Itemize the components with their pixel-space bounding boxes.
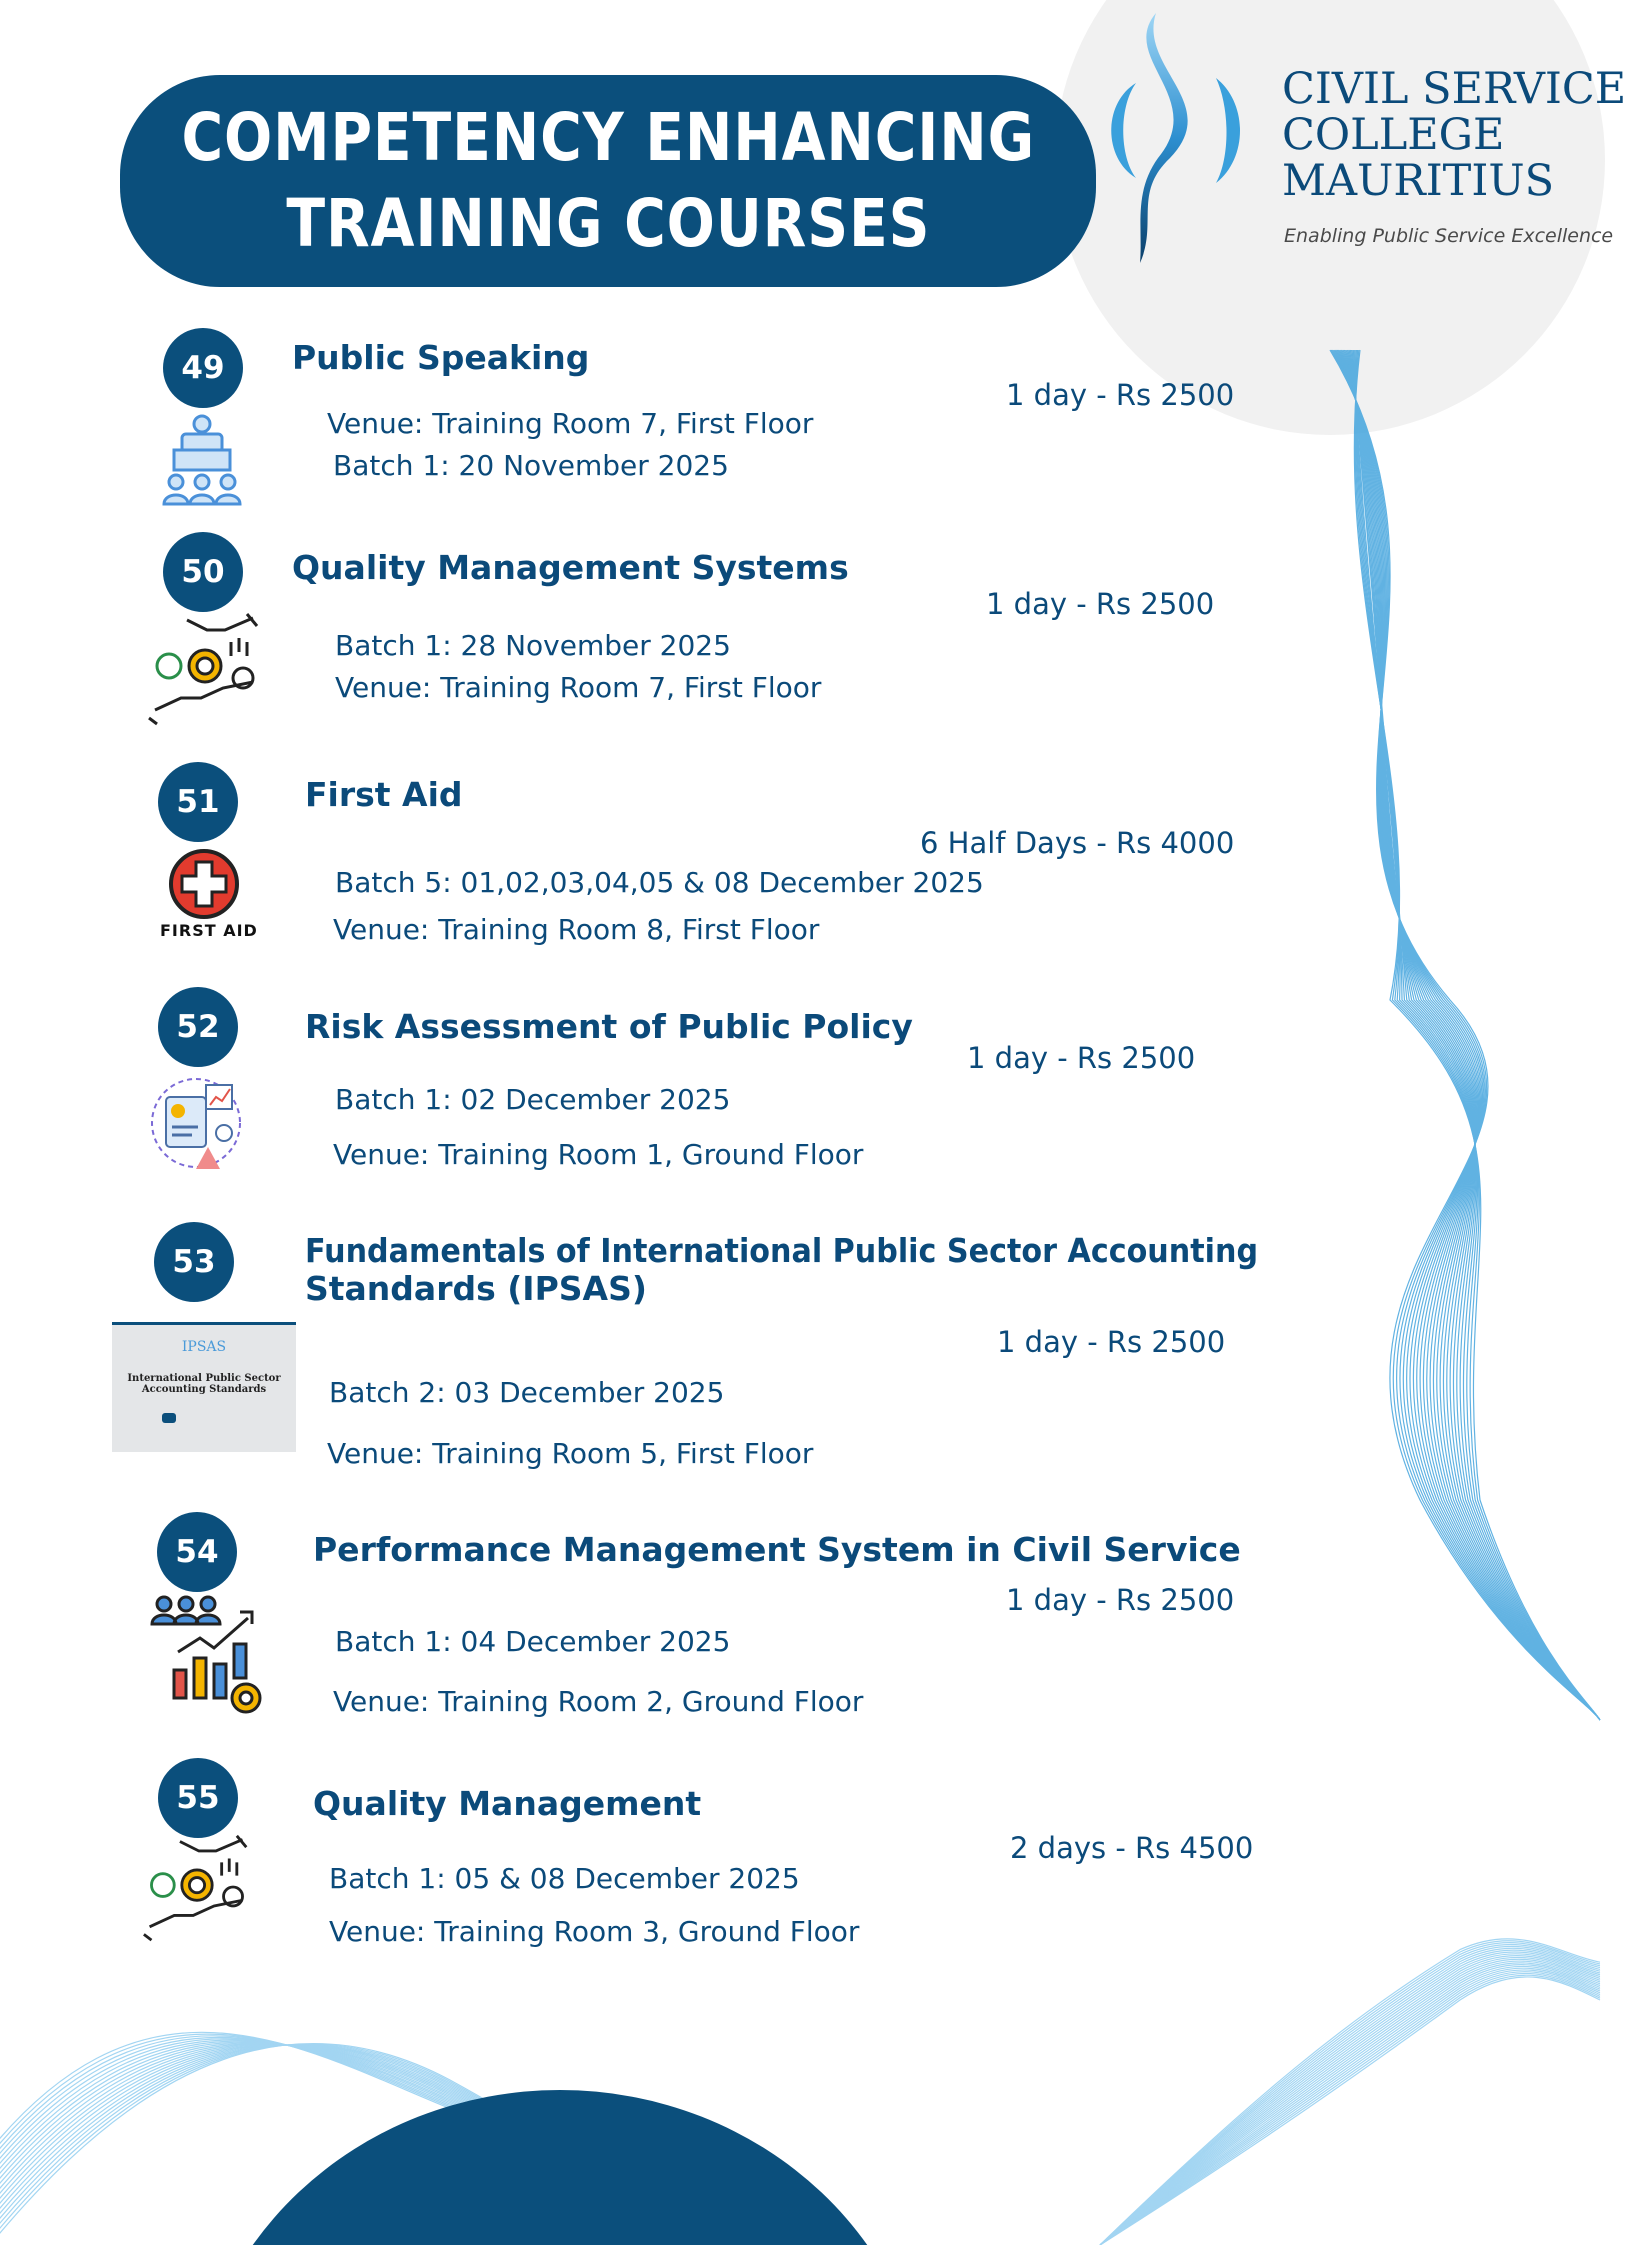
risk-assessment-icon <box>148 1075 244 1171</box>
course-price: 2 days - Rs 4500 <box>1010 1831 1254 1865</box>
ipsas-card-text-2: Accounting Standards <box>141 1384 267 1395</box>
course-batch: Batch 1: 04 December 2025 <box>335 1625 731 1658</box>
course-venue: Venue: Training Room 7, First Floor <box>327 407 814 440</box>
course-title: Quality Management Systems <box>292 548 849 587</box>
course-batch: Batch 1: 28 November 2025 <box>335 629 731 662</box>
wave-line <box>1354 350 1600 1720</box>
wave-line <box>1100 1956 1600 2245</box>
wave-line <box>1100 1975 1600 2245</box>
wave-line <box>1100 1948 1600 2245</box>
logo-text-line-2: COLLEGE <box>1282 110 1505 160</box>
quality-hands-gear-icon <box>147 610 263 726</box>
performance-chart-icon <box>148 1594 268 1718</box>
course-venue: Venue: Training Room 1, Ground Floor <box>333 1138 864 1171</box>
course-title: Quality Management <box>313 1784 702 1823</box>
wave-line <box>1100 1968 1600 2245</box>
logo-text-line-1: CIVIL SERVICE <box>1282 64 1626 114</box>
wave-line <box>1100 1957 1600 2245</box>
public-speaking-icon <box>154 410 250 506</box>
course-number-badge: 52 <box>158 987 238 1067</box>
course-number-badge: 51 <box>158 762 238 842</box>
course-batch: Batch 1: 02 December 2025 <box>335 1083 731 1116</box>
first-aid-icon <box>168 848 240 920</box>
course-venue: Venue: Training Room 5, First Floor <box>327 1437 814 1470</box>
title-line-2: TRAINING COURSES <box>286 185 930 262</box>
course-number-badge: 50 <box>163 532 243 612</box>
course-price: 1 day - Rs 2500 <box>986 587 1215 621</box>
course-number-badge: 54 <box>157 1512 237 1592</box>
wave-line <box>1100 1972 1600 2245</box>
bottom-right-wave-lines <box>1100 1939 1600 2245</box>
wave-line <box>1100 1973 1600 2245</box>
quality-hands-gear-icon <box>142 1832 252 1942</box>
course-batch: Batch 1: 05 & 08 December 2025 <box>329 1862 800 1895</box>
wave-line <box>1100 1963 1600 2245</box>
wave-line <box>1356 350 1600 1720</box>
course-venue: Venue: Training Room 3, Ground Floor <box>329 1915 860 1948</box>
course-batch: Batch 1: 20 November 2025 <box>333 449 729 482</box>
ipsas-card-heading: IPSAS <box>181 1339 227 1355</box>
course-price: 1 day - Rs 2500 <box>1006 1583 1235 1617</box>
wave-line <box>1100 1966 1600 2245</box>
first-aid-caption: FIRST AID <box>160 921 258 940</box>
wave-line <box>1100 1965 1600 2245</box>
wave-line <box>1100 1952 1600 2245</box>
course-price: 1 day - Rs 2500 <box>1006 378 1235 412</box>
wave-line <box>1100 1946 1600 2245</box>
course-venue: Venue: Training Room 2, Ground Floor <box>333 1685 864 1718</box>
logo-tagline: Enabling Public Service Excellence <box>1284 225 1614 247</box>
course-venue: Venue: Training Room 7, First Floor <box>335 671 822 704</box>
course-price: 6 Half Days - Rs 4000 <box>920 826 1235 860</box>
course-number-badge: 55 <box>158 1758 238 1838</box>
course-venue: Venue: Training Room 8, First Floor <box>333 913 820 946</box>
course-title: Risk Assessment of Public Policy <box>305 1007 913 1046</box>
course-title: Performance Management System in Civil Service <box>313 1530 1241 1569</box>
wave-line <box>1100 1939 1600 2245</box>
wave-line <box>1100 1950 1600 2245</box>
csc-logo-mark-icon <box>1098 8 1248 268</box>
wave-line <box>1100 1961 1600 2245</box>
course-price: 1 day - Rs 2500 <box>967 1041 1196 1075</box>
course-batch: Batch 2: 03 December 2025 <box>329 1376 725 1409</box>
title-line-1: COMPETENCY ENHANCING <box>181 99 1035 176</box>
course-number-badge: 49 <box>163 328 243 408</box>
wave-line <box>1100 1945 1600 2245</box>
course-batch: Batch 5: 01,02,03,04,05 & 08 December 2025 <box>335 866 984 899</box>
course-title: First Aid <box>305 775 463 814</box>
wave-line <box>1100 1970 1600 2245</box>
ipsas-card-text-1: International Public Sector <box>127 1373 281 1384</box>
wave-line <box>1100 1943 1600 2245</box>
ipsas-document-icon <box>112 1322 296 1452</box>
wave-line <box>1100 1959 1600 2245</box>
title-banner <box>120 75 1096 287</box>
course-number-badge: 53 <box>154 1222 234 1302</box>
course-title-line-2: Standards (IPSAS) <box>305 1269 647 1308</box>
ipsas-card-logo-icon <box>162 1413 176 1423</box>
course-price: 1 day - Rs 2500 <box>997 1325 1226 1359</box>
bottom-navy-shape <box>190 2090 930 2245</box>
course-title: Public Speaking <box>292 338 590 377</box>
wave-line <box>1100 1954 1600 2245</box>
wave-line <box>1100 1941 1600 2245</box>
right-wave-lines <box>1330 350 1600 1720</box>
wave-line <box>1354 350 1600 1720</box>
logo-text-line-3: MAURITIUS <box>1282 156 1555 206</box>
wave-line <box>1100 1977 1600 2245</box>
course-title-line-1: Fundamentals of International Public Sector Accounting <box>305 1231 1259 1270</box>
